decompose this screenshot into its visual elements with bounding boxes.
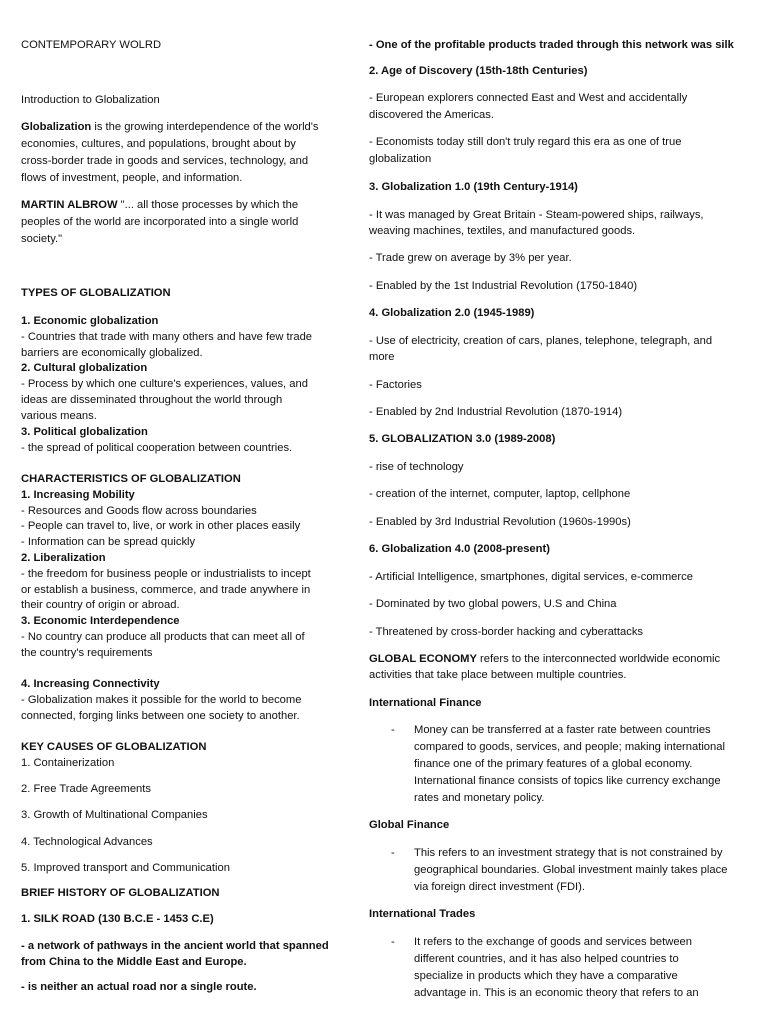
history-period-text: - Use of electricity, creation of cars, planes, telephone, telegraph, and (369, 335, 713, 347)
list-dash: - (391, 724, 395, 736)
history-period-title: 4. Globalization 2.0 (1945-1989) (369, 307, 535, 319)
type-text: - the spread of political cooperation between countries. (21, 442, 293, 454)
history-period-text: - is neither an actual road nor a single route. (21, 981, 257, 993)
characteristic-text: - No country can produce all products that can meet all of (21, 631, 305, 643)
cause-item: 2. Free Trade Agreements (21, 783, 151, 795)
international-trades-text: advantage in. This is an economic theory that refers to an (414, 987, 699, 999)
history-period-text: - Factories (369, 379, 422, 391)
characteristic-text: their country of origin or abroad. (21, 599, 180, 611)
albrow-quote-line: society." (21, 233, 63, 245)
characteristic-text: the country's requirements (21, 647, 153, 659)
intro-heading: Introduction to Globalization (21, 94, 160, 106)
cause-item: 4. Technological Advances (21, 836, 153, 848)
characteristic-title: 1. Increasing Mobility (21, 489, 135, 501)
types-heading: TYPES OF GLOBALIZATION (21, 287, 171, 299)
type-title: 3. Political globalization (21, 426, 148, 438)
history-period-text: - Economists today still don't truly regard this era as one of true (369, 136, 682, 148)
global-economy-definition (369, 651, 720, 667)
cause-item: 1. Containerization (21, 757, 115, 769)
history-period-text: - rise of technology (369, 461, 464, 473)
globalization-def-line: cross-border trade in goods and services, technology, and (21, 155, 309, 167)
characteristic-text: - Information can be spread quickly (21, 536, 196, 548)
globalization-def-line: economies, cultures, and populations, brought about by (21, 138, 296, 150)
type-text: - Process by which one culture's experiences, values, and (21, 378, 308, 390)
history-period-text: - a network of pathways in the ancient world that spanned (21, 940, 329, 952)
history-period-text: - Enabled by 3rd Industrial Revolution (1960s-1990s) (369, 516, 631, 528)
history-period-text: discovered the Americas. (369, 109, 494, 121)
document-title: CONTEMPORARY WOLRD (21, 39, 162, 51)
type-title: 1. Economic globalization (21, 315, 159, 327)
globalization-def-line: is the growing interdependence of the world's (91, 121, 319, 133)
history-heading: BRIEF HISTORY OF GLOBALIZATION (21, 887, 220, 899)
history-period-text: - One of the profitable products traded through this network was silk (369, 39, 734, 51)
section-title-global-finance: Global Finance (369, 819, 450, 831)
causes-heading: KEY CAUSES OF GLOBALIZATION (21, 741, 207, 753)
albrow-name: MARTIN ALBROW (21, 199, 118, 211)
history-period-text: globalization (369, 153, 432, 165)
international-finance-text: compared to goods, services, and people; making international (414, 741, 725, 753)
globalization-term: Globalization (21, 121, 92, 133)
characteristic-text: connected, forging links between one society to another. (21, 710, 300, 722)
international-trades-text: It refers to the exchange of goods and services between (414, 936, 692, 948)
history-period-text: - Enabled by the 1st Industrial Revolution (1750-1840) (369, 280, 638, 292)
characteristic-text: or establish a business, commerce, and trade anywhere in (21, 584, 311, 596)
characteristic-text: - People can travel to, live, or work in other places easily (21, 520, 301, 532)
history-period-text: - Artificial Intelligence, smartphones, digital services, e-commerce (369, 571, 693, 583)
history-period-title: 5. GLOBALIZATION 3.0 (1989-2008) (369, 433, 556, 445)
global-finance-text: geographical boundaries. Global investment mainly takes place (414, 864, 728, 876)
albrow-quote (21, 197, 298, 213)
history-period-text: - It was managed by Great Britain - Steam-powered ships, railways, (369, 209, 704, 221)
history-period-text: - Enabled by 2nd Industrial Revolution (1870-1914) (369, 406, 623, 418)
global-economy-term: GLOBAL ECONOMY (369, 653, 477, 665)
list-dash: - (391, 847, 395, 859)
international-trades-text: different countries, and it has also helped countries to (414, 953, 679, 965)
cause-item: 3. Growth of Multinational Companies (21, 809, 208, 821)
type-text: ideas are disseminated throughout the world through (21, 394, 283, 406)
globalization-def-line: flows of investment, people, and information. (21, 172, 243, 184)
albrow-quote-line: peoples of the world are incorporated into a single world (21, 216, 299, 228)
history-period-text: weaving machines, textiles, and manufactured goods. (369, 225, 636, 237)
history-period-title: 3. Globalization 1.0 (19th Century-1914) (369, 181, 578, 193)
globalization-definition (21, 119, 319, 135)
global-finance-text: This refers to an investment strategy that is not constrained by (414, 847, 723, 859)
history-period-title: 6. Globalization 4.0 (2008-present) (369, 543, 550, 555)
characteristic-title: 3. Economic Interdependence (21, 615, 180, 627)
albrow-quote-line: "... all those processes by which the (117, 199, 299, 211)
characteristic-text: - the freedom for business people or industrialists to incept (21, 568, 311, 580)
history-period-text: - creation of the internet, computer, laptop, cellphone (369, 488, 631, 500)
history-period-text: - Dominated by two global powers, U.S and China (369, 598, 617, 610)
type-text: various means. (21, 410, 97, 422)
list-dash: - (391, 936, 395, 948)
type-text: - Countries that trade with many others and have few trade (21, 331, 313, 343)
history-period-text: - Trade grew on average by 3% per year. (369, 252, 572, 264)
international-finance-text: finance one of the primary features of a global economy. (414, 758, 693, 770)
international-finance-text: Money can be transferred at a faster rate between countries (414, 724, 711, 736)
type-title: 2. Cultural globalization (21, 362, 148, 374)
characteristic-title: 2. Liberalization (21, 552, 106, 564)
global-economy-text: activities that take place between multiple countries. (369, 669, 627, 681)
global-finance-text: via foreign direct investment (FDI). (414, 881, 585, 893)
type-text: barriers are economically globalized. (21, 347, 203, 359)
history-period-text: more (369, 351, 395, 363)
section-title-international-finance: International Finance (369, 697, 482, 709)
characteristic-text: - Globalization makes it possible for the world to become (21, 694, 302, 706)
global-economy-text: refers to the interconnected worldwide economic (476, 653, 721, 665)
section-title-international-trades: International Trades (369, 908, 476, 920)
characteristics-heading: CHARACTERISTICS OF GLOBALIZATION (21, 473, 241, 485)
international-finance-text: rates and monetary policy. (414, 792, 545, 804)
history-period-title: 2. Age of Discovery (15th-18th Centuries) (369, 65, 588, 77)
history-period-text: from China to the Middle East and Europe. (21, 956, 247, 968)
history-period-title: 1. SILK ROAD (130 B.C.E - 1453 C.E) (21, 913, 214, 925)
international-trades-text: specialize in products which they have a comparative (414, 970, 678, 982)
characteristic-text: - Resources and Goods flow across boundaries (21, 505, 257, 517)
history-period-text: - Threatened by cross-border hacking and cyberattacks (369, 626, 644, 638)
characteristic-title: 4. Increasing Connectivity (21, 678, 160, 690)
cause-item: 5. Improved transport and Communication (21, 862, 230, 874)
international-finance-text: International finance consists of topics like currency exchange (414, 775, 721, 787)
history-period-text: - European explorers connected East and West and accidentally (369, 92, 688, 104)
